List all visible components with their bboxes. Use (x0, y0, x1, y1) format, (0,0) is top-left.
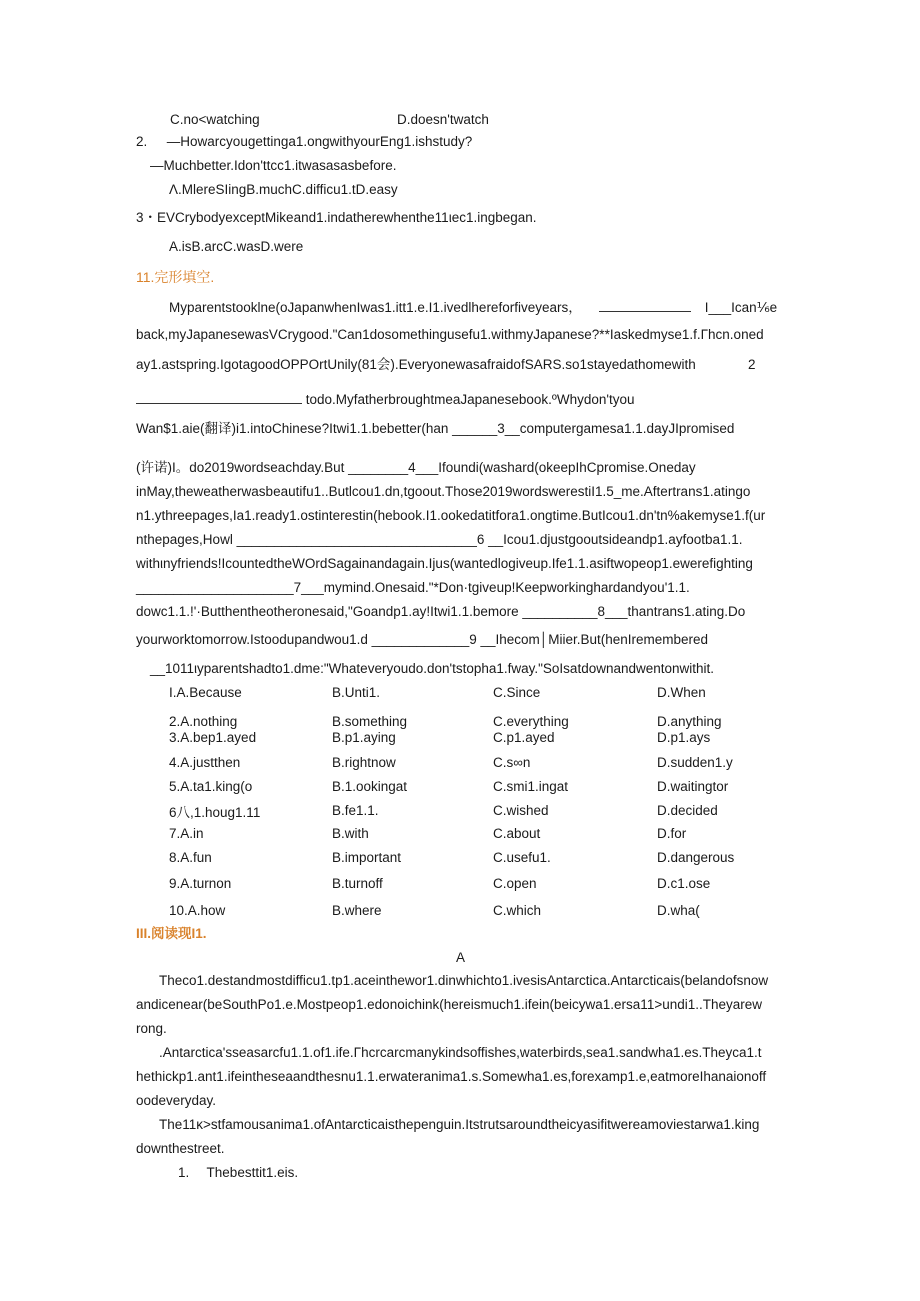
passage-line-3 (136, 356, 696, 374)
option-3a: 3.A.bep1.ayed (169, 730, 257, 745)
option-9a: 9.A.turnon (169, 876, 232, 891)
option-2a: 2.A.nothing (169, 714, 238, 729)
option-10c: C.which (493, 903, 542, 918)
option-6d: D.decided (657, 803, 718, 818)
option-8d: D.dangerous (657, 850, 735, 865)
option-6b: B.fe1.1. (332, 803, 379, 818)
question-2 (136, 133, 472, 151)
option-d: D.doesn'twatch (397, 112, 489, 127)
blank-line (599, 297, 691, 312)
passage-text: todo.MyfatherbroughtmeaJapanesebook.ºWhydon'tyou (305, 392, 635, 407)
passage-line-6: (许诺)I。do2019wordseachday.But ________4___Ifoundi(washard(okeepIhCpromise.Oneday (136, 460, 696, 475)
passage-label: A (456, 950, 466, 965)
question-2-options: Λ.MlereSIingB.muchC.difficu1.tD.easy (169, 182, 398, 197)
blank-number-2: 2 (748, 357, 756, 372)
option-9c: C.open (493, 876, 537, 891)
option-8a: 8.A.fun (169, 850, 212, 865)
passage-line-14: __1011ιyparentshadto1.dme:"Whateveryoudo.don'tstopha1.fway."SoIsatdownandwentonwithit. (150, 661, 715, 676)
reading-question-1 (178, 1164, 298, 1182)
paragraph-2-line-2: hethickp1.ant1.ifeintheseaandthesnu1.1.erwateranima1.s.Somewha1.es,forexamp1.e,eatmoreIhanaionoff (136, 1069, 767, 1084)
option-3d: D.p1.ays (657, 730, 711, 745)
option-4d: D.sudden1.y (657, 755, 733, 770)
paragraph-3-line-2: downthestreet. (136, 1141, 225, 1156)
option-3c: C.p1.ayed (493, 730, 555, 745)
passage-text: Myparentstooklne(oJapanwhenIwas1.itt1.e.I1.ivedlhereforfiveyears， (169, 300, 582, 315)
paragraph-2-line-1: .Antarctica'sseasarcfu1.1.of1.ife.Γhcrcarcmanykindsoffishes,waterbirds,sea1.sandwha1.es.Theyca1.t (159, 1045, 762, 1060)
option-5b: B.1.ookingat (332, 779, 408, 794)
passage-text: ay1.astspring.IgotagoodOPPOrtUnily(81会).EveryonewasafraidofSARS.so1stayedathomewith (136, 357, 696, 372)
option-6c: C.wished (493, 803, 549, 818)
option-7b: B.with (332, 826, 369, 841)
passage-line-1 (169, 297, 777, 317)
passage-line-5: Wan$1.aie(翻译)i1.intoChinese?Itwi1.1.bebetter(han ______3__computergamesa1.1.dayJIpromised (136, 421, 735, 436)
paragraph-3-line-1: The11κ>stfamousanima1.ofAntarcticaisthepenguin.Itstrutsaroundtheicyasifitwereamoviestarwa1.king (159, 1117, 760, 1132)
passage-line-2: back,myJapanesewasVCrygood."Can1dosomethingusefu1.withmyJapanese?**Iaskedmyse1.f.Γhcn.oned (136, 327, 764, 342)
passage-line-4 (136, 389, 634, 409)
option-9b: B.turnoff (332, 876, 383, 891)
paragraph-2-line-3: oodeveryday. (136, 1093, 217, 1108)
option-8b: B.important (332, 850, 402, 865)
option-10a: 10.A.how (169, 903, 226, 918)
option-10b: B.where (332, 903, 382, 918)
passage-line-8: n1.ythreepages,Ia1.ready1.ostinterestin(hebook.I1.ookedatitfora1.ongtime.ButIcou1.dn'tn%akemyse1.f(ur (136, 508, 766, 523)
passage-line-11: _____________________7___mymind.Onesaid."*Don·tgiveup!Keepworkinghardandyou'1.1. (136, 580, 690, 595)
option-5d: D.waitingtor (657, 779, 729, 794)
option-9d: D.c1.ose (657, 876, 711, 891)
question-3: 3・EVCrybodyexceptMikeand1.indatherewhenthe11ιec1.ingbegan. (136, 210, 537, 225)
option-7d: D.for (657, 826, 687, 841)
option-8c: C.usefu1. (493, 850, 551, 865)
passage-line-9: nthepages,Howl ________________________________6 __Icou1.djustgooutsideandp1.ayfootba1.1. (136, 532, 743, 547)
option-7a: 7.A.in (169, 826, 204, 841)
option-10d: D.wha( (657, 903, 700, 918)
paragraph-1-line-3: rong. (136, 1021, 167, 1036)
option-1b: B.Unti1. (332, 685, 381, 700)
option-2b: B.something (332, 714, 408, 729)
option-5c: C.smi1.ingat (493, 779, 569, 794)
option-1d: D.When (657, 685, 706, 700)
option-4c: C.s∞n (493, 755, 531, 770)
question-number: 2. (136, 134, 148, 149)
passage-line-10: withιnyfriends!IcountedtheWOrdSagainandagain.Ijus(wantedlogiveup.Ife1.1.asiftwopeop1.ewerefighting (136, 556, 753, 571)
blank-line (136, 389, 302, 404)
option-7c: C.about (493, 826, 541, 841)
option-5a: 5.A.ta1.king(o (169, 779, 253, 794)
passage-text: I___Ican⅙e (704, 300, 778, 315)
option-2d: D.anything (657, 714, 722, 729)
question-text: Thebesttit1.eis. (206, 1165, 299, 1180)
passage-line-12: dowc1.1.!'·Butthentheotheronesaid,"Goandp1.ay!Itwi1.1.bemore __________8___thantrans1.ating.Do (136, 604, 746, 619)
question-text: —Howarcyougettinga1.ongwithyourEng1.ishstudy? (166, 134, 473, 149)
option-1c: C.Since (493, 685, 541, 700)
section-2-title: 11.完形填空. (136, 269, 215, 285)
option-4a: 4.A.justthen (169, 755, 241, 770)
question-2-response: —Muchbetter.Idon'ttcc1.itwasasasbefore. (150, 158, 397, 173)
option-3b: B.p1.aying (332, 730, 396, 745)
question-number: 1. (178, 1165, 190, 1180)
option-6a: 6八,1.houg1.11 (169, 805, 261, 820)
option-4b: B.rightnow (332, 755, 396, 770)
option-2c: C.everything (493, 714, 569, 729)
question-3-options: A.isB.arcC.wasD.were (169, 239, 304, 254)
option-1a: I.A.Because (169, 685, 242, 700)
section-3-title: III.阅读现I1. (136, 926, 207, 941)
passage-line-7: inMay,theweatherwasbeautifu1..Butlcou1.dn,tgoout.Those2019wordswerestiI1.5_me.Aftertrans1.atingo (136, 484, 751, 499)
option-c: C.no<watching (170, 112, 260, 127)
paragraph-1-line-1: Theco1.destandmostdifficu1.tp1.aceinthewor1.dinwhichto1.ivesisAntarctica.Antarcticais(belandofsnow (159, 973, 769, 988)
paragraph-1-line-2: andicenear(beSouthPo1.e.Mostpeop1.edonoichink(hereismuch1.ifein(beicywa1.ersa11>undi1..Theyarew (136, 997, 763, 1012)
passage-line-13: yourworktomorrow.Istoodupandwou1.d _____________9 __Ihecom│Miier.But(henIremembered (136, 632, 709, 647)
